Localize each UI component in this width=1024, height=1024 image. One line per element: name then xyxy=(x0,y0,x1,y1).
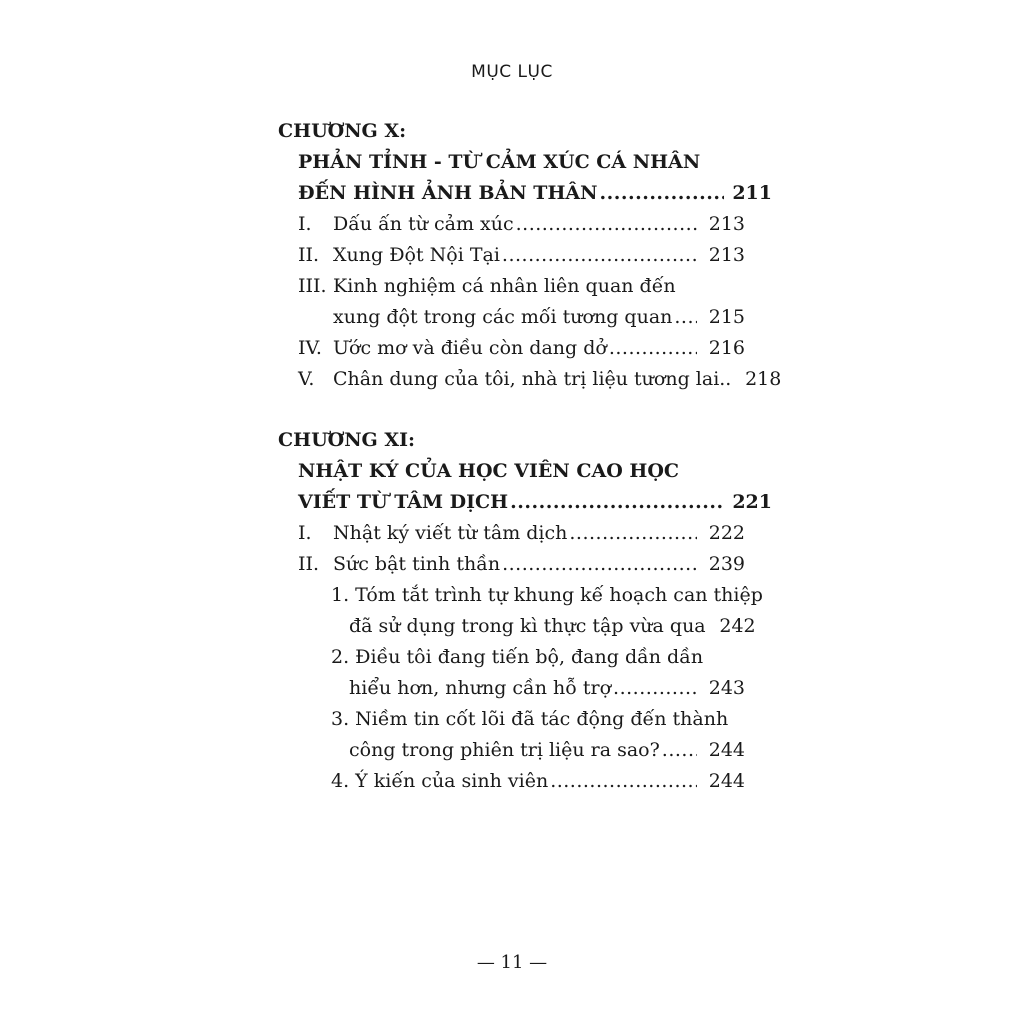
running-head: MỤC LỤC xyxy=(471,62,553,82)
leader-dots xyxy=(609,333,697,363)
section-title: Dấu ấn từ cảm xúc xyxy=(333,213,514,235)
subsection-title-line: 1. Tóm tắt trình tự khung kế hoạch can thiệp xyxy=(331,584,763,606)
toc-entry-chapter xyxy=(298,178,772,208)
page-number: 215 xyxy=(708,306,745,328)
section-number: I. xyxy=(298,522,312,544)
section-number: I. xyxy=(298,213,312,235)
page-number: 239 xyxy=(708,553,745,575)
chapter-title-line: PHẢN TỈNH - TỪ CẢM XÚC CÁ NHÂN xyxy=(298,151,701,173)
leader-dots xyxy=(674,302,697,332)
section-number: II. xyxy=(298,244,320,266)
chapter-title-line: VIẾT TỪ TÂM DỊCH xyxy=(298,491,509,513)
subsection-title: hiểu hơn, nhưng cần hỗ trợ xyxy=(349,677,612,699)
chapter-title-line: ĐẾN HÌNH ẢNH BẢN THÂN xyxy=(298,182,598,204)
section-title: Ước mơ và điều còn dang dở xyxy=(333,337,607,359)
page-folio: — 11 — xyxy=(476,952,548,973)
page-number: 218 xyxy=(745,368,782,390)
subsection-title-line: 2. Điều tôi đang tiến bộ, đang dần dần xyxy=(331,646,704,668)
leader-dots xyxy=(516,209,697,239)
section-title: Xung Đột Nội Tại xyxy=(333,244,500,266)
toc-entry xyxy=(333,518,745,548)
section-number: III. xyxy=(298,275,327,297)
toc-entry xyxy=(333,549,745,579)
toc-entry xyxy=(333,240,745,270)
page-number: 244 xyxy=(708,739,745,761)
section-title: Sức bật tinh thần xyxy=(333,553,501,575)
section-title-line: Kinh nghiệm cá nhân liên quan đến xyxy=(333,275,676,297)
chapter-label: CHƯƠNG XI: xyxy=(278,429,416,451)
chapter-label: CHƯƠNG X: xyxy=(278,120,407,142)
section-number: IV. xyxy=(298,337,322,359)
section-title: Chân dung của tôi, nhà trị liệu tương lai.. xyxy=(333,368,732,390)
page-number: 221 xyxy=(732,491,772,513)
toc-entry-chapter xyxy=(298,487,772,517)
section-number: II. xyxy=(298,553,320,575)
page-number: 211 xyxy=(732,182,772,204)
section-title: Nhật ký viết từ tâm dịch xyxy=(333,522,568,544)
subsection-title-line: 3. Niềm tin cốt lõi đã tác động đến thành xyxy=(331,708,729,730)
leader-dots xyxy=(502,240,697,270)
toc-entry xyxy=(333,333,745,363)
subsection-title: đã sử dụng trong kì thực tập vừa qua xyxy=(349,615,706,637)
section-title: xung đột trong các mối tương quan xyxy=(333,306,673,328)
page-number: 242 xyxy=(719,615,756,637)
leader-dots xyxy=(600,178,724,208)
toc-entry-sub xyxy=(349,673,745,703)
leader-dots xyxy=(662,735,697,765)
leader-dots xyxy=(502,549,697,579)
leader-dots xyxy=(550,766,697,796)
toc-entry xyxy=(333,364,782,394)
leader-dots xyxy=(510,487,724,517)
toc-entry-sub xyxy=(349,735,745,765)
page-number: 244 xyxy=(708,770,745,792)
page-number: 243 xyxy=(708,677,745,699)
subsection-title: công trong phiên trị liệu ra sao? xyxy=(349,739,660,761)
subsection-title: 4. Ý kiến của sinh viên xyxy=(331,770,549,792)
page-number: 222 xyxy=(708,522,745,544)
chapter-title-line: NHẬT KÝ CỦA HỌC VIÊN CAO HỌC xyxy=(298,460,680,482)
page-number: 213 xyxy=(708,244,745,266)
section-number: V. xyxy=(298,368,315,390)
page-number: 216 xyxy=(708,337,745,359)
toc-entry-sub xyxy=(331,766,745,796)
page-number: 213 xyxy=(708,213,745,235)
toc-entry xyxy=(333,209,745,239)
toc-entry-sub xyxy=(349,611,756,641)
toc-entry xyxy=(333,302,745,332)
leader-dots xyxy=(613,673,697,703)
leader-dots xyxy=(569,518,697,548)
